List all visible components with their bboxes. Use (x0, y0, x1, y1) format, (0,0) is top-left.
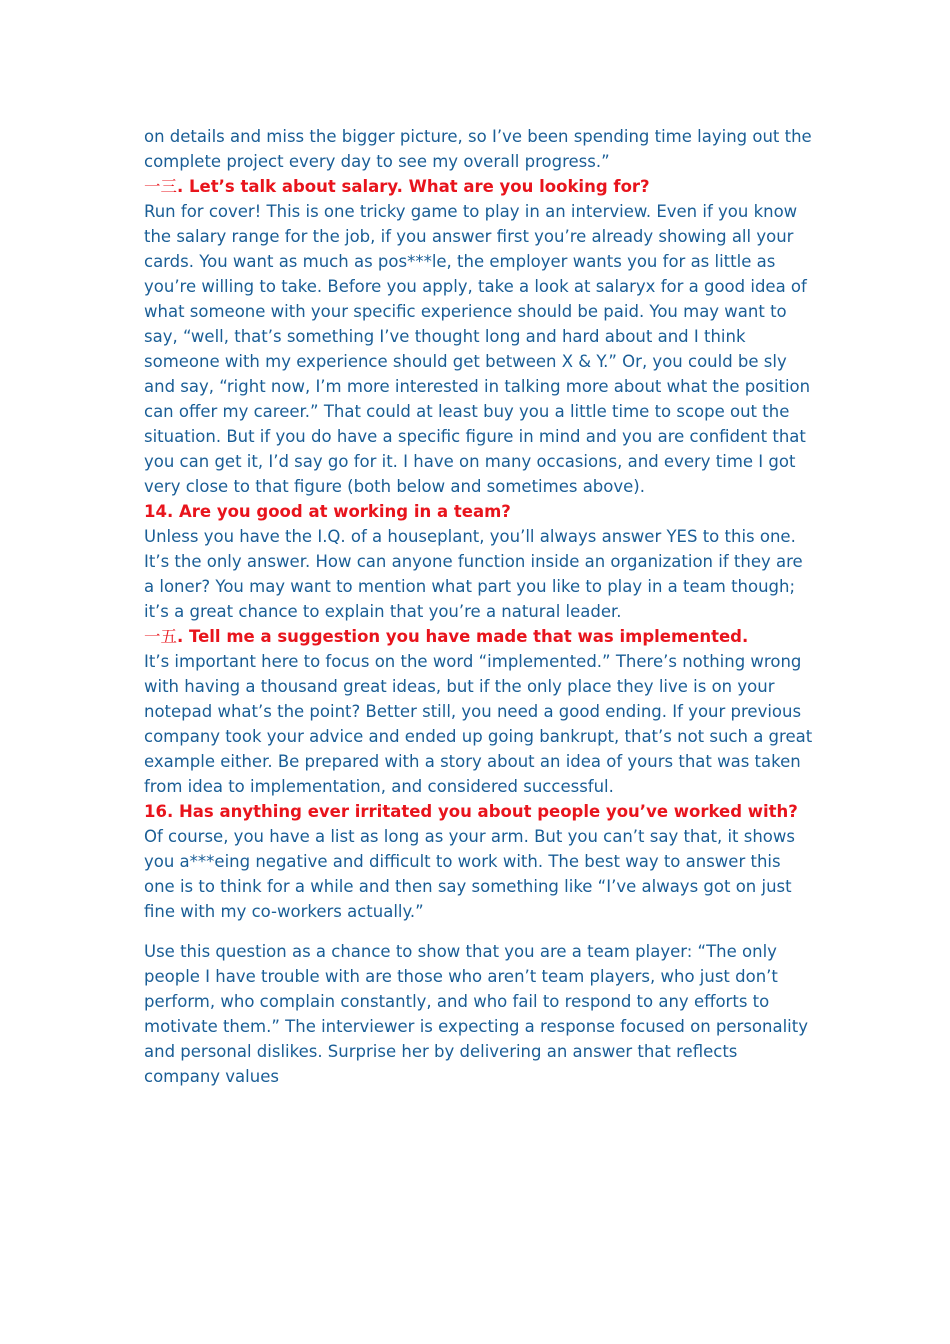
question-14-text: . Are you good at working in a team? (166, 502, 511, 521)
question-13-heading (144, 174, 816, 199)
question-16-heading (144, 799, 816, 824)
question-15-heading (144, 624, 816, 649)
intro-paragraph: on details and miss the bigger picture, so I’ve been spending time laying out the complete project every day to see my overall progress.” (144, 127, 812, 171)
question-15-number: 一五 (144, 627, 177, 646)
question-16-number: 16 (144, 802, 167, 821)
answer-14-paragraph: Unless you have the I.Q. of a houseplant, you’ll always answer YES to this one. It’s the only answer. How can anyone function inside an organization if they are a loner? You may want to mention what part you like to play in a team though; it’s a great chance to explain that you’re a natural leader. (144, 527, 803, 621)
answer-15-paragraph: It’s important here to focus on the word “implemented.” There’s nothing wrong with having a thousand great ideas, but if the only place they live is on your notepad what’s the point? Better still, you need a good ending. If your previous company took your advice and ended up going bankrupt, that’s not such a great example either. Be prepared with a story about an idea of yours that was taken from idea to implementation, and considered successful. (144, 652, 813, 796)
question-14-number: 14 (144, 502, 167, 521)
question-13-number: 一三 (144, 177, 177, 196)
answer-16-followup-paragraph: Use this question as a chance to show that you are a team player: “The only people I have trouble with are those who aren’t team players, who just don’t perform, who complain constantly, and who fail to respond to any efforts to motivate them.” The interviewer is expecting a response focused on personality and personal dislikes. Surprise her by delivering an answer that reflects company values (144, 942, 808, 1086)
question-15-text: . Tell me a suggestion you have made that was implemented. (177, 627, 749, 646)
question-13-text: . Let’s talk about salary. What are you looking for? (177, 177, 650, 196)
question-16-text: . Has anything ever irritated you about people you’ve worked with? (166, 802, 798, 821)
document-page (144, 124, 816, 1089)
answer-16-paragraph: Of course, you have a list as long as your arm. But you can’t say that, it shows you a***eing negative and difficult to work with. The best way to answer this one is to think for a while and then say something like “I’ve always got on just fine with my co-workers actually.” (144, 827, 795, 921)
question-14-heading (144, 499, 816, 524)
answer-13-paragraph: Run for cover! This is one tricky game to play in an interview. Even if you know the salary range for the job, if you answer first you’re already showing all your cards. You want as much as pos***le, the employer wants you for as little as you’re willing to take. Before you apply, take a look at salaryx for a good idea of what someone with your specific experience should be paid. You may want to say, “well, that’s something I’ve thought long and hard about and I think someone with my experience should get between X & Y.” Or, you could be sly and say, “right now, I’m more interested in talking more about what the position can offer my career.” That could at least buy you a little time to scope out the situation. But if you do have a specific figure in mind and you are confident that you can get it, I’d say go for it. I have on many occasions, and every time I got very close to that figure (both below and sometimes above). (144, 202, 811, 496)
